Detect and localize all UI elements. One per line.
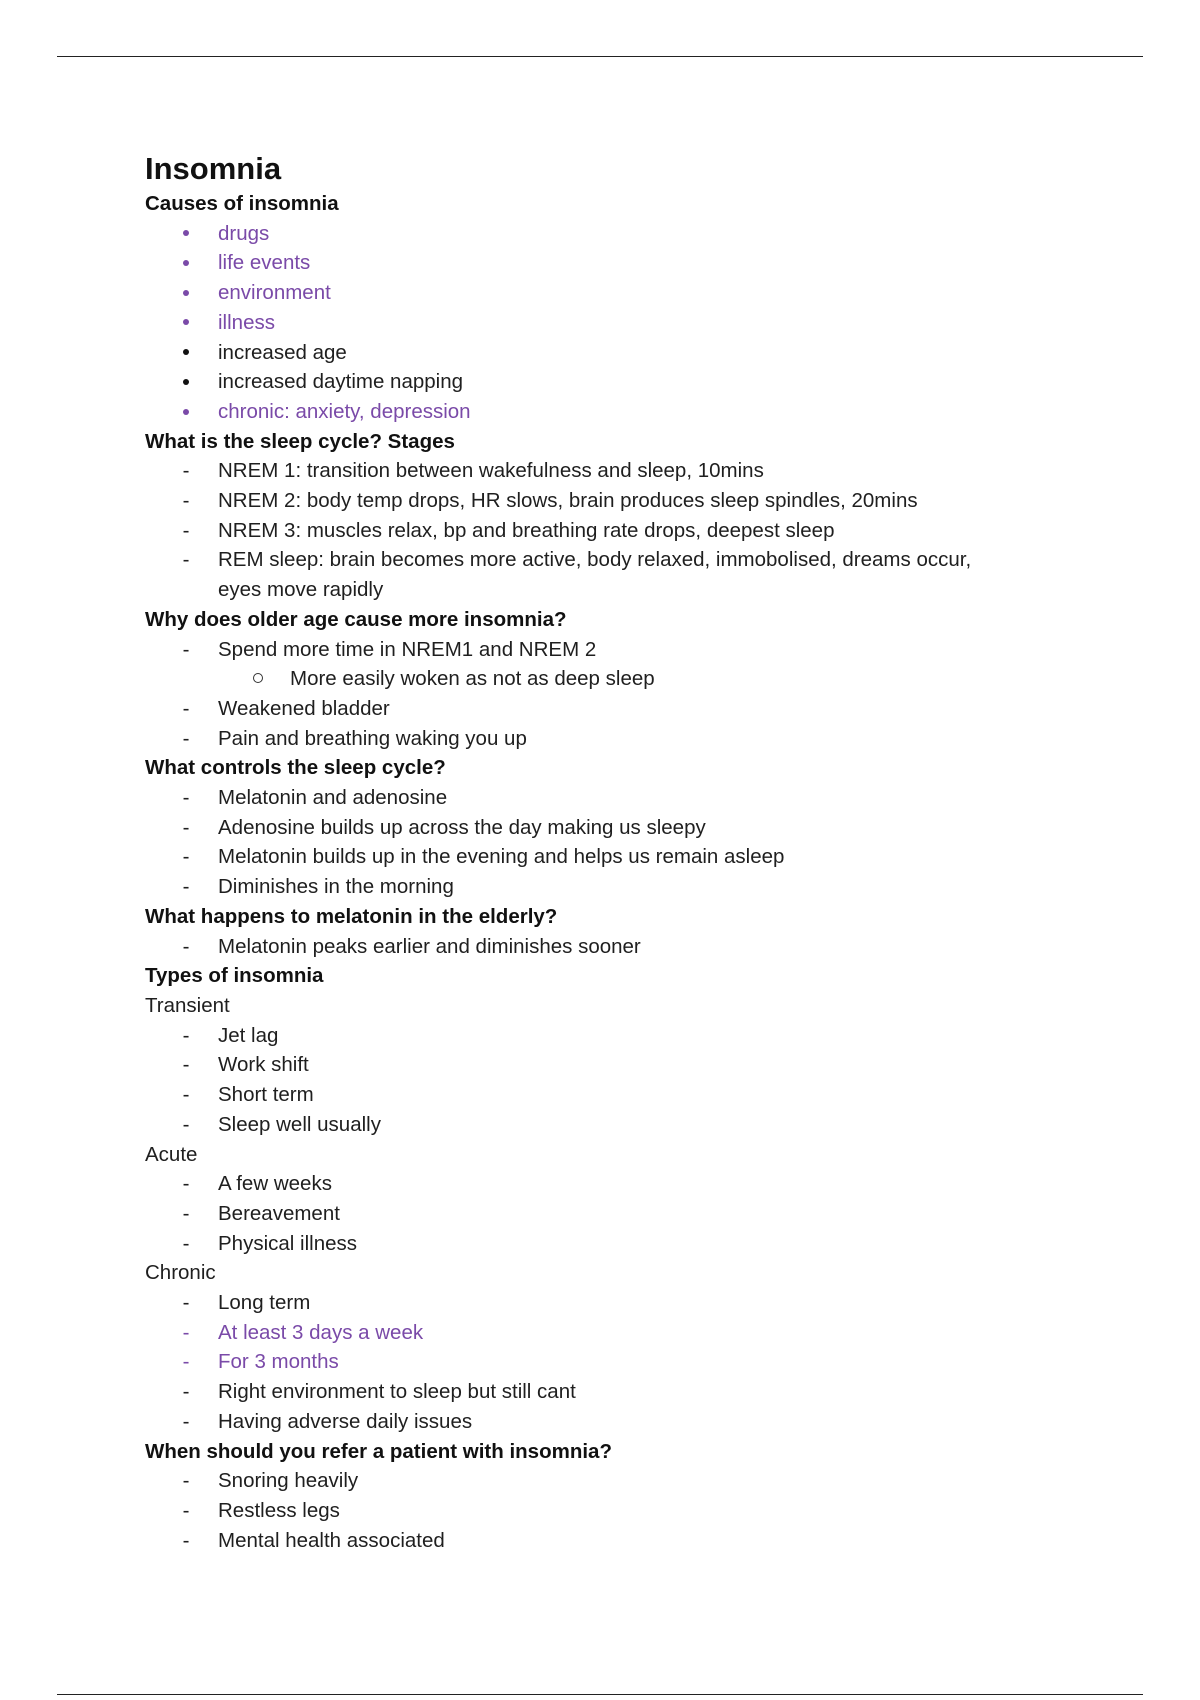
list-item: - NREM 2: body temp drops, HR slows, brain produces sleep spindles, 20mins [145, 486, 1045, 516]
dash-icon: - [182, 1350, 190, 1374]
dash-icon: - [182, 637, 190, 661]
dash-icon: - [182, 1469, 190, 1493]
chronic-list [145, 1288, 1045, 1437]
list-item: - Sleep well usually [145, 1110, 1045, 1140]
dash-icon: - [182, 934, 190, 958]
list-item: - Melatonin and adenosine [145, 783, 1045, 813]
transient-list [145, 1021, 1045, 1140]
list-item: - Snoring heavily [145, 1466, 1045, 1496]
list-item-continuation: eyes move rapidly [218, 578, 384, 602]
bottom-rule [57, 1694, 1143, 1695]
dash-icon: - [182, 1409, 190, 1433]
bullet-icon [179, 397, 193, 427]
list-item: chronic: anxiety, depression [145, 397, 1045, 427]
list-item: - Physical illness [145, 1229, 1045, 1259]
heading-causes: Causes of insomnia [145, 192, 339, 215]
bullet-icon [179, 308, 193, 338]
list-item: - For 3 months [145, 1347, 1045, 1377]
bullet-icon [179, 248, 193, 278]
dash-icon: - [182, 726, 190, 750]
dash-icon: - [182, 1320, 190, 1344]
page-title: Insomnia [145, 151, 282, 186]
list-item: environment [145, 278, 1045, 308]
list-item: - Work shift [145, 1050, 1045, 1080]
dash-icon: - [182, 1380, 190, 1404]
list-item: - Restless legs [145, 1496, 1045, 1526]
bullet-icon [179, 338, 193, 368]
heading-refer: When should you refer a patient with insomnia? [145, 1439, 612, 1463]
dash-icon: - [182, 1498, 190, 1522]
sub-list-item: More easily woken as not as deep sleep [145, 664, 1045, 694]
list-item: - Short term [145, 1080, 1045, 1110]
dash-icon: - [182, 1291, 190, 1315]
dash-icon: - [182, 696, 190, 720]
list-item: - Having adverse daily issues [145, 1407, 1045, 1437]
list-item: - Bereavement [145, 1199, 1045, 1229]
list-item: - Pain and breathing waking you up [145, 724, 1045, 754]
dash-icon: - [182, 875, 190, 899]
list-item: - Adenosine builds up across the day making us sleepy [145, 813, 1045, 843]
melatonin-elderly-list [145, 932, 1045, 962]
dash-icon: - [182, 1053, 190, 1077]
list-item: - Right environment to sleep but still cant [145, 1377, 1045, 1407]
dash-icon: - [182, 1112, 190, 1136]
list-item: - A few weeks [145, 1169, 1045, 1199]
heading-types: Types of insomnia [145, 964, 324, 988]
dash-icon: - [182, 548, 190, 572]
list-item: - Diminishes in the morning [145, 872, 1045, 902]
dash-icon: - [182, 786, 190, 810]
heading-sleep-cycle: What is the sleep cycle? Stages [145, 429, 455, 453]
controls-list [145, 783, 1045, 902]
list-item: - Weakened bladder [145, 694, 1045, 724]
list-item: - Long term [145, 1288, 1045, 1318]
dash-icon: - [182, 1528, 190, 1552]
list-item: - Jet lag [145, 1021, 1045, 1051]
dash-icon: - [182, 1231, 190, 1255]
list-item: - Melatonin builds up in the evening and helps us remain asleep [145, 842, 1045, 872]
acute-list [145, 1169, 1045, 1258]
dash-icon: - [182, 489, 190, 513]
subheading-transient: Transient [145, 993, 230, 1017]
list-item: life events [145, 248, 1045, 278]
older-age-list [145, 635, 1045, 754]
document-body [145, 149, 1045, 1555]
list-item: increased age [145, 338, 1045, 368]
heading-melatonin-elderly: What happens to melatonin in the elderly? [145, 904, 558, 928]
list-item: - NREM 3: muscles relax, bp and breathing rate drops, deepest sleep [145, 516, 1045, 546]
sleep-cycle-list [145, 456, 1045, 605]
list-item: - At least 3 days a week [145, 1318, 1045, 1348]
refer-list [145, 1466, 1045, 1555]
dash-icon: - [182, 1201, 190, 1225]
dash-icon: - [182, 1172, 190, 1196]
bullet-icon [179, 278, 193, 308]
list-item: - Mental health associated [145, 1526, 1045, 1556]
list-item: increased daytime napping [145, 367, 1045, 397]
list-item: - REM sleep: brain becomes more active, body relaxed, immobolised, dreams occur, [145, 545, 1045, 575]
circle-bullet-icon [251, 664, 265, 694]
list-item: - Melatonin peaks earlier and diminishes sooner [145, 932, 1045, 962]
list-item: drugs [145, 219, 1045, 249]
heading-controls: What controls the sleep cycle? [145, 756, 446, 780]
list-item: - Spend more time in NREM1 and NREM 2 [145, 635, 1045, 665]
dash-icon: - [182, 1083, 190, 1107]
causes-list [145, 219, 1045, 427]
list-item: illness [145, 308, 1045, 338]
dash-icon: - [182, 1023, 190, 1047]
dash-icon: - [182, 518, 190, 542]
list-item: - NREM 1: transition between wakefulness and sleep, 10mins [145, 456, 1045, 486]
dash-icon: - [182, 845, 190, 869]
dash-icon: - [182, 459, 190, 483]
subheading-chronic: Chronic [145, 1261, 216, 1285]
top-rule [57, 56, 1143, 57]
subheading-acute: Acute [145, 1142, 198, 1166]
heading-older-age: Why does older age cause more insomnia? [145, 607, 567, 631]
bullet-icon [179, 367, 193, 397]
bullet-icon [179, 219, 193, 249]
dash-icon: - [182, 815, 190, 839]
